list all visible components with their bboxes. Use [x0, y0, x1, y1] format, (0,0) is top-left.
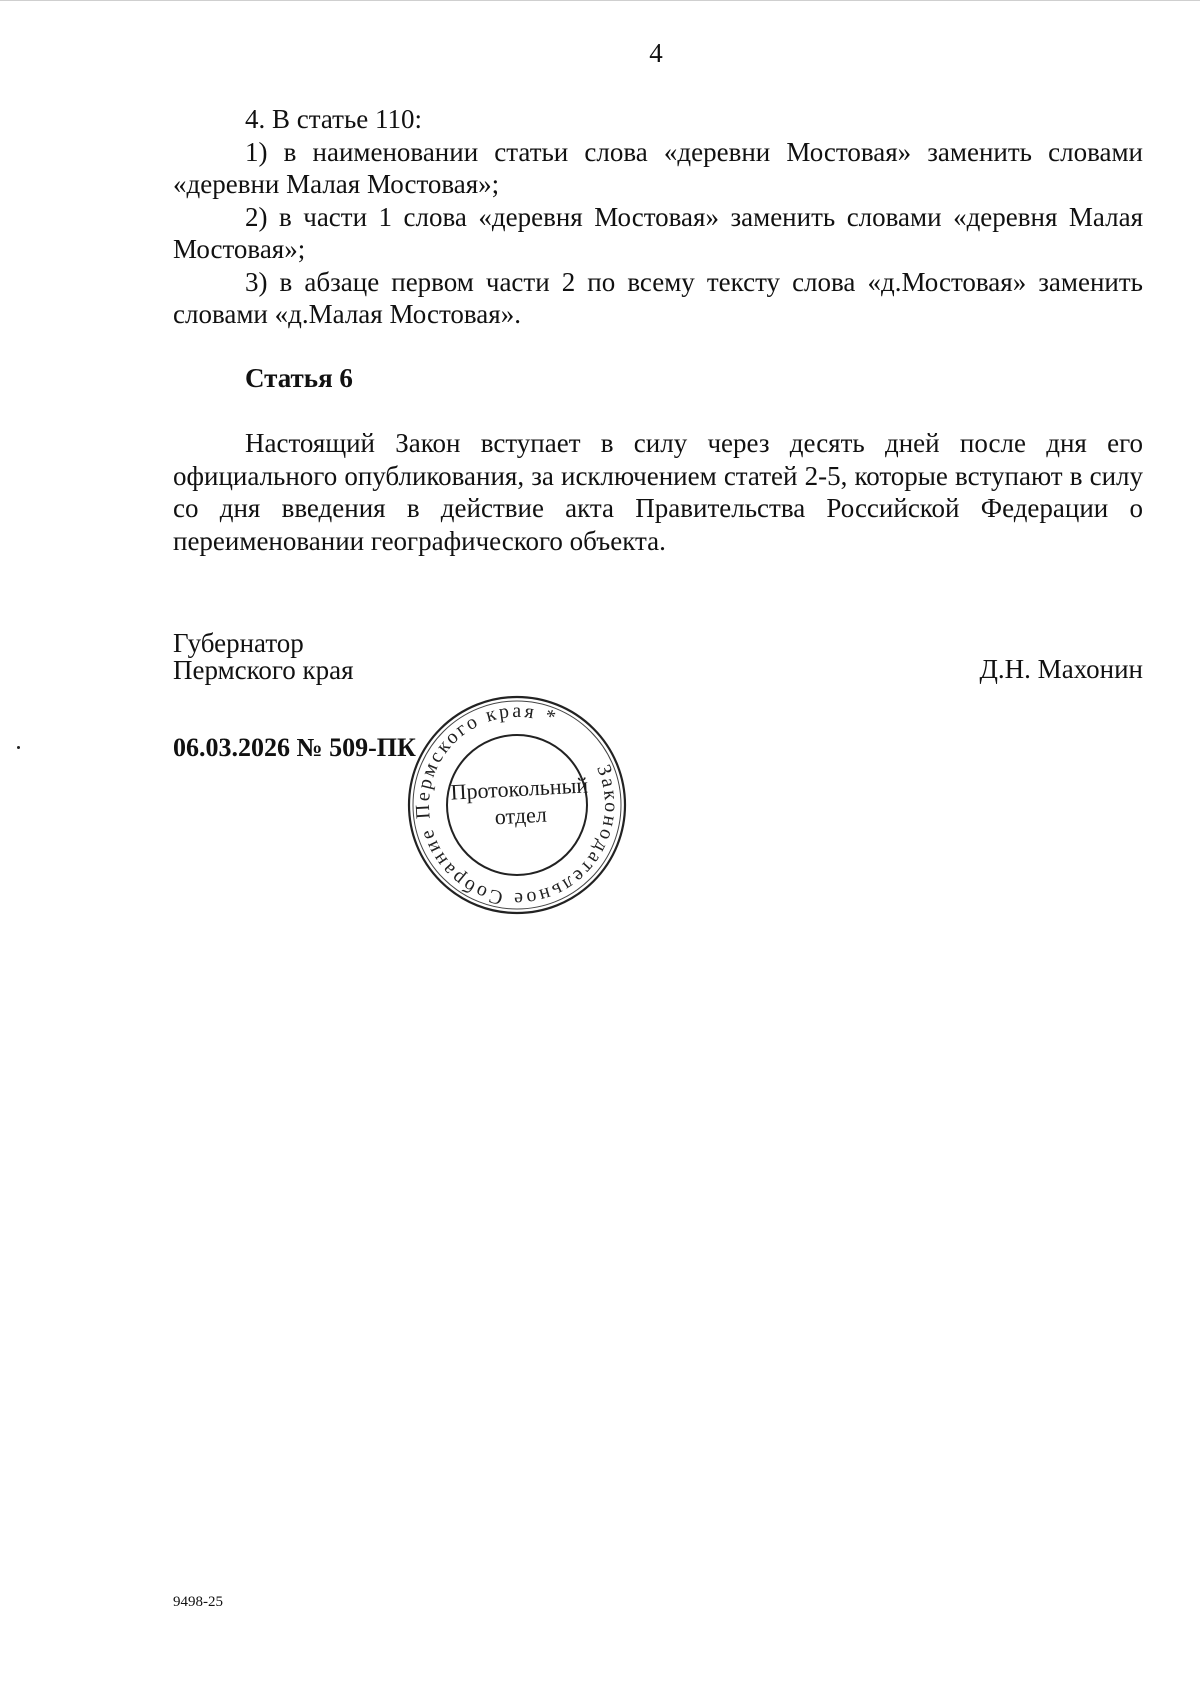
signatory-title-line: Пермского края	[173, 655, 354, 685]
amendment-block	[173, 103, 1143, 331]
official-stamp	[405, 693, 629, 917]
signatory-title-line: Губернатор	[173, 628, 304, 658]
signatory-title	[173, 630, 354, 684]
stamp-ring-text: Законодательное Собрание Пермского края *	[411, 699, 623, 911]
amendment-item: 2) в части 1 слова «деревня Мостовая» заменить словами «деревня Малая Мостовая»;	[173, 201, 1143, 264]
stamp-center-line: отдел	[494, 801, 548, 830]
page-number: 4	[649, 38, 663, 68]
article-paragraph: Настоящий Закон вступает в силу через десять дней после дня его официального опубликования, за исключением статей 2-5, которые вступают в силу со дня введения в действие акта Правительства Российской Федерации о переименовании географического объекта.	[173, 428, 1143, 556]
footer-document-code: 9498-25	[173, 1594, 223, 1610]
article-body	[173, 427, 1143, 557]
signatory-name: Д.Н. Махонин	[979, 654, 1143, 684]
scan-speck	[17, 746, 20, 749]
article-heading: Статья 6	[245, 363, 353, 393]
document-number: 06.03.2026 № 509-ПК	[173, 733, 416, 762]
stamp-center-line: Протокольный	[449, 772, 589, 805]
stamp-center-text	[444, 771, 597, 833]
scan-edge-line	[0, 0, 1200, 1]
amendment-item: 3) в абзаце первом части 2 по всему тексту слова «д.Мостовая» заменить словами «д.Малая Мостовая».	[173, 266, 1143, 329]
amendment-intro: 4. В статье 110:	[245, 104, 423, 134]
amendment-item: 1) в наименовании статьи слова «деревни Мостовая» заменить словами «деревни Малая Мостовая»;	[173, 136, 1143, 199]
